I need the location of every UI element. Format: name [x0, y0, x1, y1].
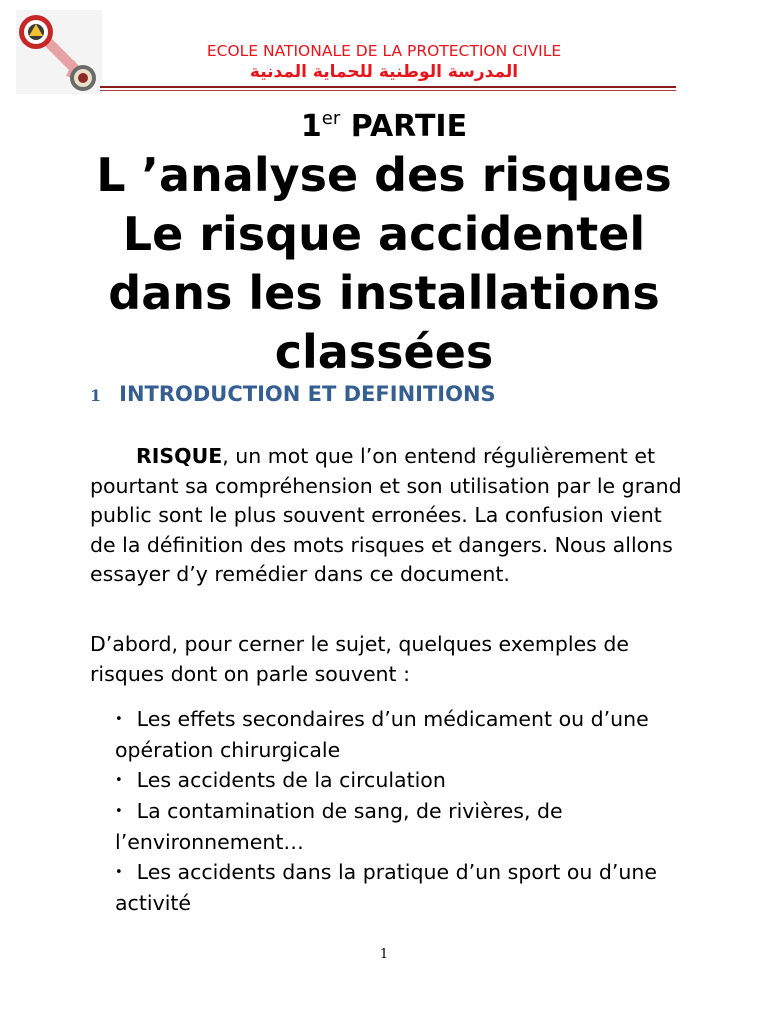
bullet-icon: •: [115, 865, 123, 880]
document-title: [40, 146, 728, 382]
title-line: Le risque accidentel: [122, 207, 646, 261]
list-item-text: La contamination de sang, de rivières, de l’environnement…: [115, 799, 563, 854]
header-rule-thin: [100, 90, 676, 91]
bullet-icon: •: [115, 712, 123, 727]
bullet-icon: •: [115, 773, 123, 788]
section-heading: [90, 382, 710, 406]
school-name-french: ECOLE NATIONALE DE LA PROTECTION CIVILE: [206, 42, 562, 60]
page-number: 1: [379, 947, 389, 962]
paragraph-examples-intro: D’abord, pour cerner le sujet, quelques exemples de risques dont on parle souvent :: [90, 632, 630, 686]
paragraph-risque: [90, 442, 690, 590]
civil-protection-emblem-icon: [16, 10, 102, 94]
list-item-text: Les accidents de la circulation: [136, 768, 446, 792]
list-item: [115, 796, 695, 857]
document-header: [0, 0, 768, 100]
bullet-icon: •: [115, 804, 123, 819]
list-item: [115, 765, 695, 796]
section-number: 1: [90, 386, 102, 405]
school-name-arabic: المدرسة الوطنية للحماية المدنية: [249, 62, 519, 82]
header-rule: [100, 86, 676, 88]
part-number-suffix: er: [321, 108, 341, 129]
title-line: dans les installations: [108, 266, 660, 320]
list-item: [115, 704, 695, 765]
section-title: INTRODUCTION ET DEFINITIONS: [119, 382, 496, 406]
part-number: 1: [300, 109, 322, 144]
paragraph-text: , un mot que l’on entend régulièrement et pourtant sa compréhension et son utilisation par le grand public sont le plus souvent erronées. La confusion vient de la définition des mots risques et dangers. Nous allons essayer d’y remédier dans ce document.: [90, 444, 682, 586]
part-heading: [0, 108, 768, 144]
list-item-text: Les accidents dans la pratique d’un sport ou d’une activité: [115, 860, 658, 915]
list-item: [115, 857, 695, 918]
list-item-text: Les effets secondaires d’un médicament ou d’une opération chirurgicale: [115, 707, 649, 762]
bold-term: RISQUE: [136, 444, 223, 468]
bullet-list: [115, 704, 695, 918]
part-label: PARTIE: [350, 109, 468, 144]
title-line: L ’analyse des risques: [96, 148, 672, 202]
title-line: classées: [274, 325, 494, 379]
